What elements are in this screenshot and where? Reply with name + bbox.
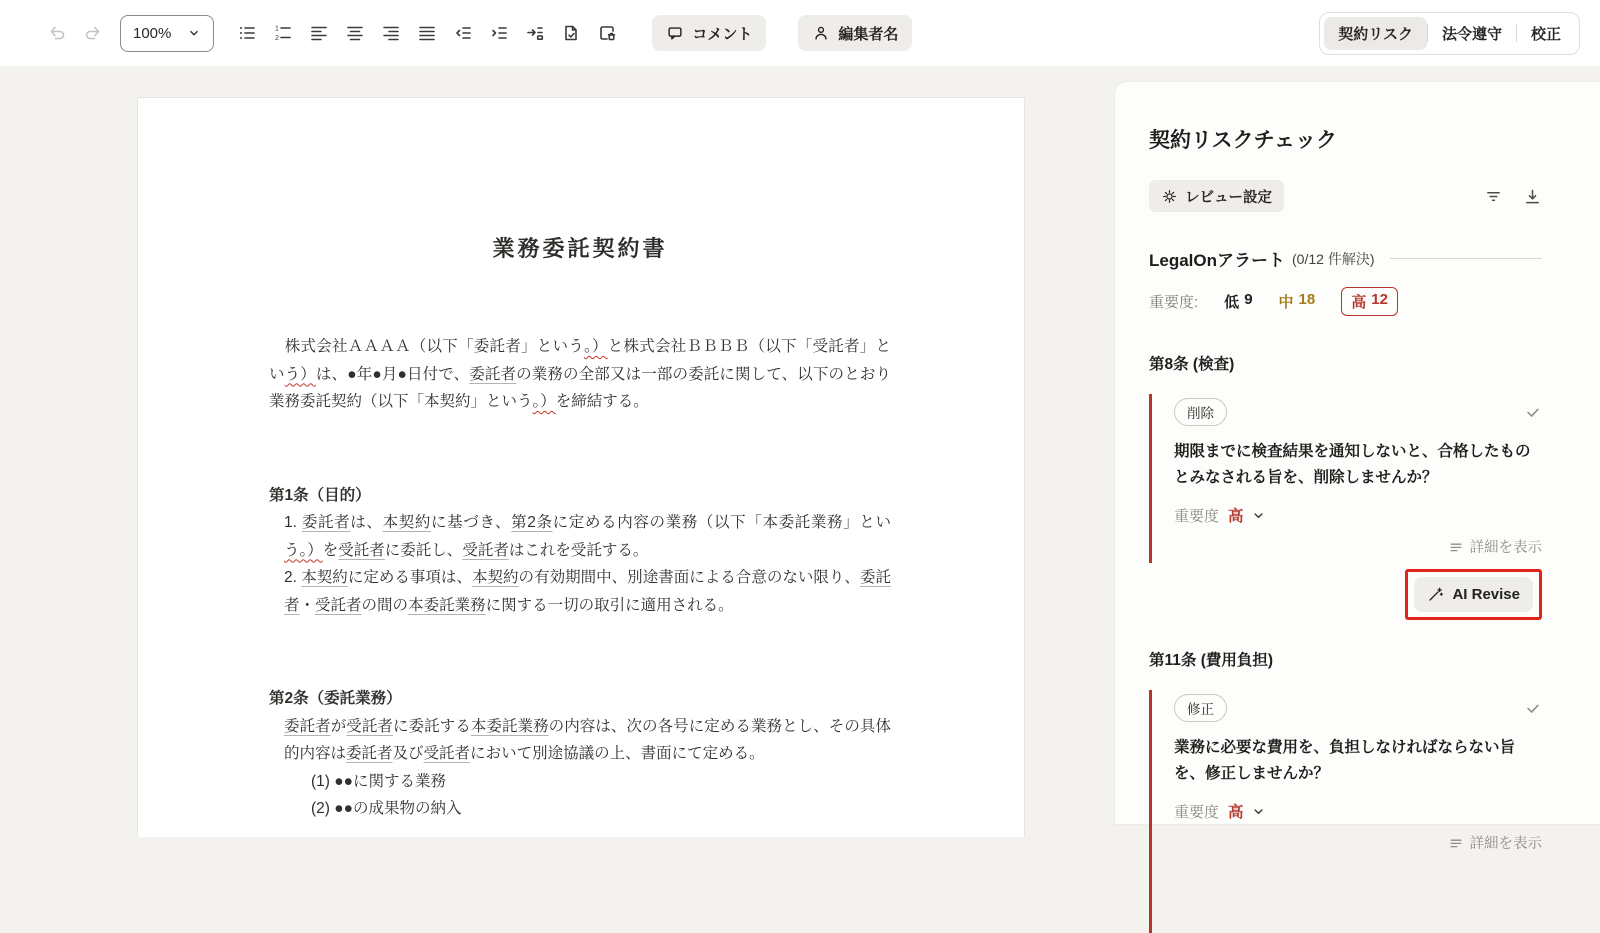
show-details-label: 詳細を表示 <box>1469 540 1542 556</box>
doc-text: はこれを受託する。 <box>508 541 649 559</box>
doc-text: 第1条（目的） <box>269 486 371 504</box>
undo-button[interactable] <box>40 16 74 50</box>
defined-term: 委託者 <box>301 514 351 531</box>
document-check-icon <box>561 23 581 43</box>
doc-text: 及び <box>392 745 424 762</box>
align-left-icon <box>309 23 329 43</box>
content-area <box>0 66 1600 852</box>
undo-icon <box>47 23 67 43</box>
ai-revise-label: AI Revise <box>1452 586 1520 603</box>
bullet-list-button[interactable] <box>230 16 264 50</box>
risk-check-panel <box>1115 82 1600 852</box>
doc-text: に委託し、 <box>384 541 463 559</box>
bullet-list-icon <box>237 23 257 43</box>
magic-wand-icon <box>1427 586 1444 603</box>
clause-heading[interactable] <box>269 482 891 510</box>
details-icon <box>1448 539 1464 555</box>
doc-text: は、 <box>350 514 383 531</box>
clause-heading-article8: 第8条 (検査) <box>1149 356 1235 373</box>
alert-severity-row <box>1174 504 1542 526</box>
alert-type-badge: 削除 <box>1174 398 1227 426</box>
review-settings-button[interactable] <box>1149 180 1284 212</box>
review-mode-tabs <box>1319 12 1580 55</box>
doc-text: の業務の全部又は一部の委託に関して、以下のとおり業務委託契約（以下「本契約」という <box>269 365 891 410</box>
toolbar-left-group <box>40 15 912 52</box>
doc-text: を <box>322 541 339 559</box>
clause-heading[interactable] <box>269 685 891 713</box>
alert-card <box>1149 690 1542 933</box>
outdent-icon <box>453 23 473 43</box>
doc-text: に関する一切の取引に適用される。 <box>485 596 734 614</box>
tab-contract-risk[interactable]: 契約リスク <box>1324 17 1427 50</box>
alert-message: 期限までに検査結果を通知しないと、合格したものとみなされる旨を、削除しませんか？ <box>1174 443 1531 486</box>
align-center-button[interactable] <box>338 16 372 50</box>
svg-text:1: 1 <box>275 25 280 33</box>
doc-paragraph[interactable] <box>269 564 891 619</box>
filter-button[interactable] <box>1484 187 1503 206</box>
defined-term: 委託者 <box>284 569 891 614</box>
page-delete-button[interactable] <box>590 16 624 50</box>
details-icon <box>1448 835 1464 851</box>
editor-name-button-label: 編集者名 <box>838 25 899 43</box>
chevron-down-icon <box>1251 804 1266 819</box>
doc-paragraph[interactable] <box>269 509 891 564</box>
doc-text: に基づき、 <box>431 514 512 531</box>
severity-value: 高 <box>1228 508 1244 525</box>
redo-icon <box>83 23 103 43</box>
alerts-progress: (0/12 件解決) <box>1292 250 1375 267</box>
severity-medium-label: 中 <box>1278 294 1294 311</box>
doc-text: に定める事項は、 <box>347 569 472 586</box>
person-icon <box>812 24 830 42</box>
severity-low-label: 低 <box>1224 294 1240 311</box>
doc-text: 株式会社ＡＡＡＡ（以下「委託者」という <box>269 338 584 355</box>
alert-severity-row <box>1174 800 1542 822</box>
doc-text: (2) ●●の成果物の納入 <box>311 800 462 817</box>
tab-legal-compliance[interactable]: 法令遵守 <box>1441 25 1502 43</box>
doc-text: の有効期間中、別途書面による合意のない限り、 <box>518 569 860 586</box>
alert-severity-label: 重要度 <box>1174 803 1220 821</box>
severity-dropdown[interactable] <box>1228 800 1266 822</box>
defined-term: 本契約 <box>382 514 431 531</box>
defined-term: 本委託業務 <box>470 717 549 735</box>
ai-revise-button[interactable] <box>1414 577 1533 612</box>
defined-term: 本契約 <box>301 569 348 586</box>
chevron-down-icon <box>187 26 201 40</box>
details-row <box>1174 832 1542 853</box>
divider-line <box>1390 258 1542 259</box>
doc-text: の内容は、次の各号に定める業務とし、その具体的内容は <box>284 717 891 762</box>
ai-revise-highlight-box <box>1405 569 1542 620</box>
defined-term: 受託者 <box>462 541 509 559</box>
doc-text: 第2条（委託業務） <box>269 690 402 707</box>
chevron-down-icon <box>1251 508 1266 523</box>
page-delete-icon <box>597 23 617 43</box>
severity-filter-low[interactable] <box>1224 291 1252 312</box>
zoom-level-select[interactable] <box>120 15 214 52</box>
clause-heading-article11: 第11条 (費用負担) <box>1149 652 1274 669</box>
alert-card <box>1149 394 1542 563</box>
severity-dropdown[interactable] <box>1228 504 1266 526</box>
review-settings-label: レビュー設定 <box>1185 189 1272 206</box>
doc-text: に委託する <box>392 717 471 735</box>
doc-paragraph[interactable] <box>269 333 891 416</box>
alerts-header <box>1149 246 1542 271</box>
severity-high-label: 高 <box>1351 294 1367 311</box>
document-page[interactable] <box>137 97 1025 837</box>
alert-badge-row <box>1174 398 1542 426</box>
alert-badge-row <box>1174 694 1542 722</box>
comment-icon <box>666 24 684 42</box>
numbered-list-icon <box>273 23 293 43</box>
defined-term: 受託者 <box>423 745 471 762</box>
align-right-button[interactable] <box>374 16 408 50</box>
panel-title: 契約リスクチェック <box>1149 129 1337 152</box>
numbered-list-button[interactable] <box>266 16 300 50</box>
check-icon <box>1524 699 1542 717</box>
filter-icon <box>1484 187 1503 206</box>
doc-text: 1. <box>284 514 302 531</box>
defined-term: 受託者 <box>338 541 385 559</box>
defined-term: 本委託業務 <box>408 596 486 614</box>
download-icon <box>1523 187 1542 206</box>
severity-medium-count: 18 <box>1298 291 1316 308</box>
resolve-check-button[interactable] <box>1524 403 1542 421</box>
review-settings-row <box>1149 180 1542 212</box>
severity-filter-medium[interactable] <box>1279 291 1316 312</box>
editor-name-button[interactable] <box>798 15 912 51</box>
doc-text: ・ <box>299 596 316 614</box>
doc-text: (1) ●●に関する業務 <box>311 772 446 790</box>
track-changes-button[interactable] <box>518 16 552 50</box>
alerts-title: LegalOnアラート <box>1149 251 1286 270</box>
spellcheck-flagged-text: 。） <box>532 393 556 410</box>
document-check-button[interactable] <box>554 16 588 50</box>
severity-filter-label: 重要度: <box>1149 294 1199 311</box>
align-left-button[interactable] <box>302 16 336 50</box>
redo-button[interactable] <box>76 16 110 50</box>
align-justify-icon <box>417 23 437 43</box>
doc-text: に定める内容の業務（以下「本委託業務」とい <box>552 514 891 531</box>
indent-button[interactable] <box>482 16 516 50</box>
doc-text: は、●年●月●日付で、 <box>315 365 470 383</box>
details-row <box>1174 536 1542 557</box>
doc-paragraph[interactable] <box>269 768 891 796</box>
check-icon <box>1524 403 1542 421</box>
defined-term: 委託者 <box>284 717 331 735</box>
gear-icon <box>1161 188 1178 205</box>
defined-term: 受託者 <box>315 596 362 614</box>
track-changes-icon <box>525 23 545 43</box>
alert-message: 業務に必要な費用を、負担しなければならない旨を、修正しませんか？ <box>1174 739 1516 782</box>
severity-low-count: 9 <box>1244 291 1253 308</box>
indent-icon <box>489 23 509 43</box>
doc-text: において別途協議の上、書面にて定める。 <box>470 745 765 762</box>
severity-high-count: 12 <box>1371 291 1388 308</box>
defined-term: 受託者 <box>346 717 393 735</box>
align-justify-button[interactable] <box>410 16 444 50</box>
doc-text: を締結する。 <box>555 393 649 410</box>
zoom-level-value: 100% <box>133 24 172 42</box>
top-toolbar <box>0 0 1600 66</box>
spellcheck-flagged-text: 。） <box>583 338 608 355</box>
alert-type-badge: 修正 <box>1174 694 1227 722</box>
comment-button[interactable] <box>652 15 766 51</box>
severity-filter-high[interactable] <box>1341 287 1398 316</box>
doc-text: の間の <box>361 596 409 614</box>
severity-value: 高 <box>1228 804 1244 821</box>
outdent-button[interactable] <box>446 16 480 50</box>
doc-paragraph[interactable] <box>269 713 891 768</box>
download-button[interactable] <box>1523 187 1542 206</box>
defined-term: 委託者 <box>469 365 517 383</box>
defined-term: 委託者 <box>346 745 393 762</box>
alert-severity-label: 重要度 <box>1174 507 1220 525</box>
spellcheck-flagged-text: う。） <box>284 541 323 559</box>
align-center-icon <box>345 23 365 43</box>
severity-filter-row <box>1149 287 1542 316</box>
spellcheck-flagged-text: う） <box>284 365 316 383</box>
doc-paragraph[interactable] <box>269 795 891 823</box>
resolve-check-button[interactable] <box>1524 699 1542 717</box>
defined-term: 第2条 <box>511 514 553 531</box>
tab-proofreading[interactable]: 校正 <box>1530 25 1561 43</box>
show-details-label: 詳細を表示 <box>1469 836 1542 852</box>
document-title[interactable]: 業務委託契約書 <box>492 236 668 261</box>
defined-term: 本契約 <box>471 569 519 586</box>
doc-text: と株式会社ＢＢＢＢ（以下「受託者」とい <box>269 338 891 383</box>
show-details-button[interactable] <box>1448 536 1543 557</box>
doc-text: 2. <box>284 569 302 586</box>
doc-text: が <box>330 717 347 735</box>
svg-text:2: 2 <box>275 35 280 42</box>
ai-revise-row <box>1149 569 1542 620</box>
document-blocks[interactable] <box>269 333 891 823</box>
show-details-button[interactable] <box>1448 832 1543 853</box>
comment-button-label: コメント <box>692 25 753 43</box>
align-right-icon <box>381 23 401 43</box>
